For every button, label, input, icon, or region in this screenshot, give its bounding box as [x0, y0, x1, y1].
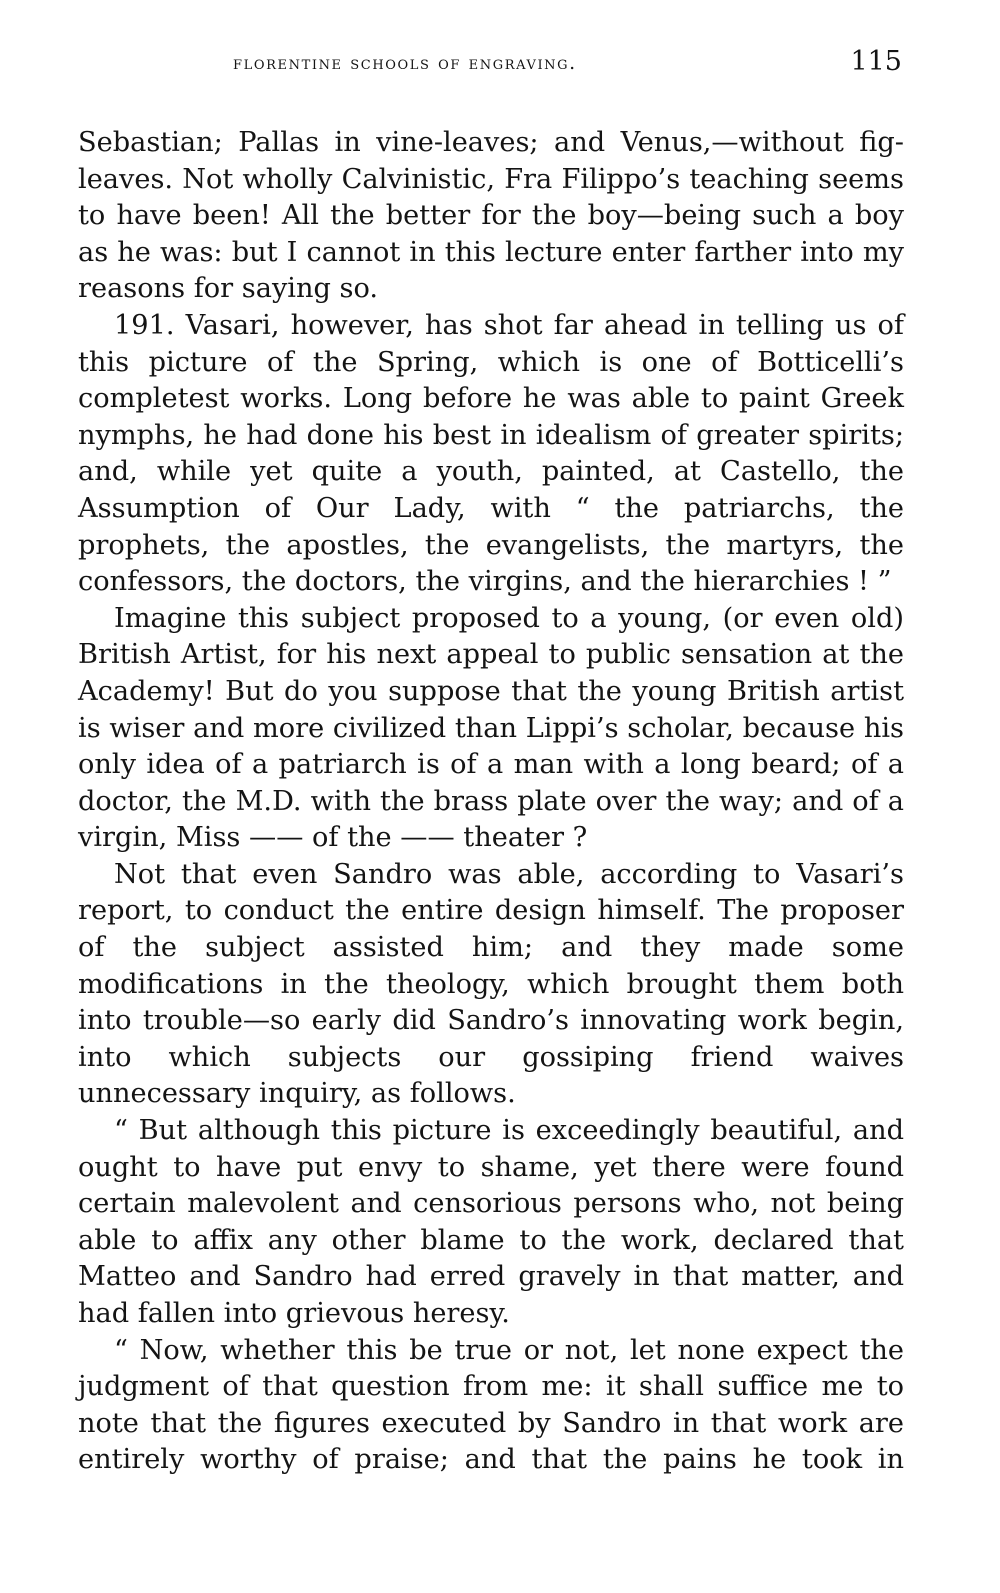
paragraph-continuation: Sebastian; Pallas in vine-leaves; and Venus,—without fig-leaves. Not wholly Calvinistic, Fra Filippo’s teaching seems to have been! All the better for the boy—being such a boy as he was: but I cannot in this lecture enter farther into my reasons for saying so. [78, 127, 904, 305]
page-number: 115 [850, 46, 902, 77]
quoted-paragraph: “ Now, whether this be true or not, let none expect the judgment of that question from me: it shall suffice me to note that the figures executed by Sandro in that work are entirely worthy of praise; and that the pains he took in [78, 1334, 904, 1476]
paragraph: Not that even Sandro was able, according to Vasari’s report, to conduct the entire design himself. The proposer of the subject assisted him; and they made some modifications in the theology, which brought them both into trouble—so early did Sandro’s innovating work begin, into which subjects our gossiping friend waives unnecessary inquiry, as follows. [78, 858, 904, 1110]
page-header [78, 38, 904, 82]
body-text [78, 125, 904, 1479]
book-page [78, 38, 904, 1479]
running-title: florentine schools of engraving. [233, 52, 577, 74]
paragraph: Imagine this subject proposed to a young, (or even old) British Artist, for his next appeal to public sensation at the Academy! But do you suppose that the young British artist is wiser and more civilized than Lippi’s scholar, because his only idea of a patriarch is of a man with a long beard; of a doctor, the M.D. with the brass plate over the way; and of a virgin, Miss —— of the —— theater ? [78, 602, 904, 854]
quoted-paragraph: “ But although this picture is exceedingly beautiful, and ought to have put envy to shame, yet there were found certain malevolent and censorious persons who, not being able to affix any other blame to the work, declared that Matteo and Sandro had erred gravely in that matter, and had fallen into grievous heresy. [78, 1115, 904, 1329]
paragraph-191: 191. Vasari, however, has shot far ahead in telling us of this picture of the Spring, which is one of Botticelli’s completest works. Long before he was able to paint Greek nymphs, he had done his best in idealism of greater spirits; and, while yet quite a youth, painted, at Castello, the Assumption of Our Lady, with “ the patriarchs, the prophets, the apostles, the evangelists, the martyrs, the confessors, the doctors, the virgins, and the hierarchies ! ” [78, 309, 904, 598]
